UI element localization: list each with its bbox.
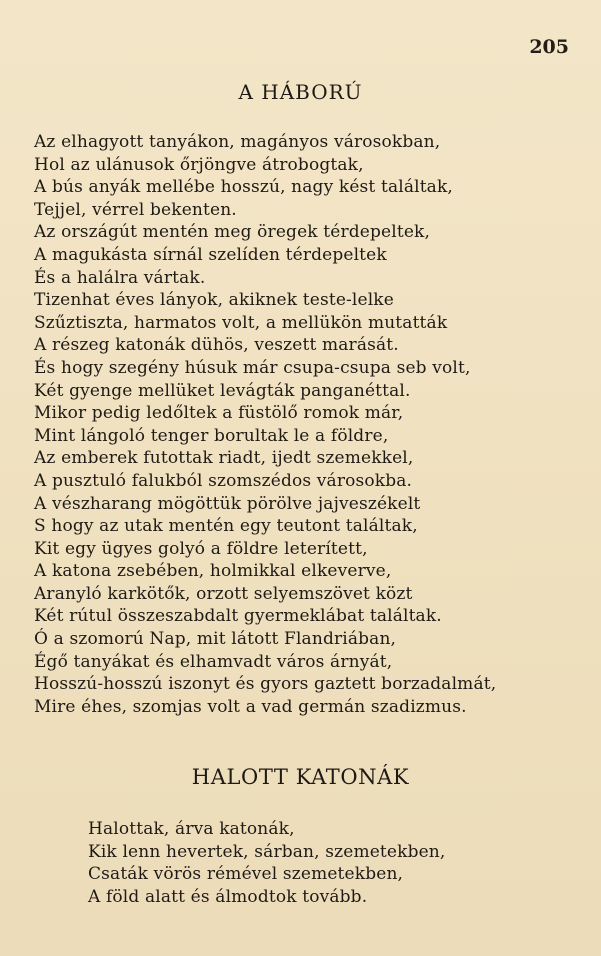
poem-line: Két gyenge mellüket levágták panganéttal. [34,380,411,401]
poem-line: S hogy az utak mentén egy teutont találtak, [34,516,418,537]
poem-line: Kit egy ügyes golyó a földre leterített, [34,538,368,559]
poem-line: Aranyló karkötők, orzott selyemszövet közt [34,583,413,604]
poem-line: A részeg katonák dühös, veszett marását. [34,335,399,356]
poem-line: Tejjel, vérrel bekenten. [34,199,237,220]
poem-line: Szűztiszta, harmatos volt, a mellükön mutatták [34,312,448,333]
poem-line: Ó a szomorú Nap, mit látott Flandriában, [34,629,397,650]
poem-line: Mint lángoló tenger borultak le a földre, [34,425,389,446]
poem-line: És a halálra vártak. [34,267,206,288]
poem-line: Az elhagyott tanyákon, magányos városokban, [34,132,441,152]
poem-line: Égő tanyákat és elhamvadt város árnyát, [34,651,393,672]
poem-line: Hosszú-hosszú iszonyt és gyors gaztett borzadalmát, [34,674,497,695]
poem-line: Mikor pedig ledőltek a füstölő romok már, [34,403,404,424]
poem-line: Halottak, árva katonák, [88,819,295,839]
poem-title-a-haboru: A HÁBORÚ [238,80,363,104]
poem-line: Csaták vörös rémével szemetekben, [88,864,404,885]
poem-line: Tizenhat éves lányok, akiknek teste-lelke [34,290,394,311]
poem-body-a-haboru [34,131,594,718]
poem-title-halott-katonak: HALOTT KATONÁK [191,765,410,789]
poem-line: A katona zsebében, holmikkal elkeverve, [34,561,392,582]
poem-line: Az országút mentén meg öregek térdepeltek, [34,222,431,243]
page-number: 205 [529,36,569,58]
poem-line: A magukásta sírnál szelíden térdepeltek [34,244,387,265]
poem-body-halott-katonak [88,818,598,908]
poem-line: Mire éhes, szomjas volt a vad germán szadizmus. [34,696,467,717]
poem-line: Kik lenn hevertek, sárban, szemetekben, [88,841,446,862]
poem-line: Hol az ulánusok őrjöngve átrobogtak, [34,154,364,175]
poem-line: Két rútul összeszabdalt gyermeklábat találtak. [34,606,442,627]
poem-line: Az emberek futottak riadt, ijedt szemekkel, [34,448,414,469]
poem-line: A föld alatt és álmodtok tovább. [88,886,368,907]
poem-line: És hogy szegény húsuk már csupa-csupa seb volt, [34,357,471,378]
poem-line: A pusztuló falukból szomszédos városokba. [34,470,413,491]
poem-line: A vészharang mögöttük pörölve jajveszékelt [34,493,421,514]
poem-line: A bús anyák mellébe hosszú, nagy kést találtak, [34,177,453,198]
